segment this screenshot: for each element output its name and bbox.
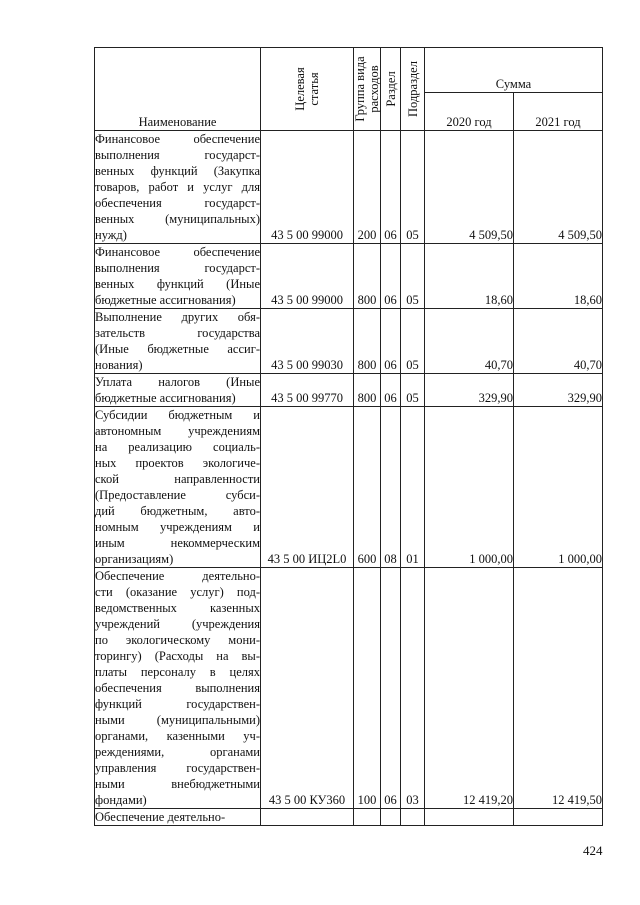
row-target-article: 43 5 00 99030 <box>261 309 354 374</box>
header-target-line1: Целевая <box>293 67 307 111</box>
row-name-line: товаров, работ и услуг для <box>95 180 260 194</box>
row-section: 06 <box>381 374 401 407</box>
row-name-line: ской направленности <box>95 472 260 486</box>
row-name-line: ных проектов экологиче- <box>95 456 260 470</box>
row-target-article: 43 5 00 КУ360 <box>261 568 354 809</box>
row-name-line: органами, казенными уч- <box>95 729 260 743</box>
header-year-2020: 2020 год <box>425 93 514 131</box>
row-name <box>95 244 261 309</box>
row-sum-2020: 12 419,20 <box>425 568 514 809</box>
row-name-line: учреждений (учреждения <box>95 617 260 631</box>
header-year-2021: 2021 год <box>514 93 603 131</box>
row-sum-2021: 4 509,50 <box>514 131 603 244</box>
row-name-line: Финансовое обеспечение <box>95 132 260 146</box>
row-name <box>95 309 261 374</box>
row-target-article: 43 5 00 99000 <box>261 244 354 309</box>
header-subsection <box>401 48 425 131</box>
row-name-line: бюджетные ассигнования) <box>95 391 236 405</box>
row-sum-2021: 329,90 <box>514 374 603 407</box>
table-row <box>95 131 603 244</box>
row-subsection: 05 <box>401 244 425 309</box>
header-target-line2: статья <box>307 72 321 106</box>
table-row <box>95 407 603 568</box>
row-name-line: Уплата налогов (Иные <box>95 375 260 389</box>
row-name-line: сти (оказание услуг) под- <box>95 585 260 599</box>
row-sum-2021: 18,60 <box>514 244 603 309</box>
row-sum-2020: 18,60 <box>425 244 514 309</box>
row-name-line: на реализацию социаль- <box>95 440 260 454</box>
row-name-line: дий бюджетным, авто- <box>95 504 260 518</box>
row-name-line: Финансовое обеспечение <box>95 245 260 259</box>
header-row <box>95 48 603 93</box>
row-name-line: Обеспечение деятельно- <box>95 810 226 824</box>
header-name: Наименование <box>95 48 261 131</box>
row-section <box>381 809 401 826</box>
table-row <box>95 568 603 809</box>
row-sum-2021: 12 419,50 <box>514 568 603 809</box>
row-target-article <box>261 809 354 826</box>
row-name-line: ведомственных казенных <box>95 601 260 615</box>
header-expense-group <box>354 48 381 131</box>
row-expense-group: 100 <box>354 568 381 809</box>
row-sum-2020: 1 000,00 <box>425 407 514 568</box>
row-name-line: фондами) <box>95 793 147 807</box>
row-name-line: Выполнение других обя- <box>95 310 260 324</box>
row-name-line: платы персоналу в целях <box>95 665 260 679</box>
row-sum-2020: 40,70 <box>425 309 514 374</box>
table-row <box>95 374 603 407</box>
row-name <box>95 568 261 809</box>
row-name-line: нужд) <box>95 228 127 242</box>
row-subsection: 05 <box>401 131 425 244</box>
row-expense-group: 800 <box>354 374 381 407</box>
header-group-line2: расходов <box>367 65 381 113</box>
header-group-line1: Группа вида <box>353 56 367 122</box>
row-expense-group: 600 <box>354 407 381 568</box>
row-name <box>95 374 261 407</box>
row-name-line: номным учреждениям и <box>95 520 260 534</box>
row-name-line: автономным учреждениям <box>95 424 260 438</box>
header-target-article <box>261 48 354 131</box>
row-sum-2021 <box>514 809 603 826</box>
row-expense-group: 800 <box>354 309 381 374</box>
row-name-line: ными (муниципальными) <box>95 713 260 727</box>
page-number: 424 <box>583 843 603 858</box>
row-sum-2021: 1 000,00 <box>514 407 603 568</box>
row-name-line: венных функций (Закупка <box>95 164 260 178</box>
row-name-line: венных (муниципальных) <box>95 212 260 226</box>
header-section <box>381 48 401 131</box>
row-name-line: (Иные бюджетные ассиг- <box>95 342 260 356</box>
row-name-line: реждениями, органами <box>95 745 260 759</box>
row-target-article: 43 5 00 99000 <box>261 131 354 244</box>
row-name <box>95 809 261 826</box>
row-subsection: 01 <box>401 407 425 568</box>
row-name-line: Субсидии бюджетным и <box>95 408 260 422</box>
table-row <box>95 809 603 826</box>
row-name-line: (Предоставление субси- <box>95 488 260 502</box>
row-name-line: по экологическому мони- <box>95 633 260 647</box>
row-subsection: 05 <box>401 374 425 407</box>
row-name-line: Обеспечение деятельно- <box>95 569 260 583</box>
table-row <box>95 244 603 309</box>
header-sum: Сумма <box>425 48 603 93</box>
row-name-line: обеспечения выполнения <box>95 681 260 695</box>
row-name-line: торингу) (Расходы на вы- <box>95 649 260 663</box>
row-name-line: выполнения государст- <box>95 148 260 162</box>
row-subsection: 03 <box>401 568 425 809</box>
row-expense-group: 800 <box>354 244 381 309</box>
row-section: 06 <box>381 131 401 244</box>
row-subsection: 05 <box>401 309 425 374</box>
row-name-line: зательств государства <box>95 326 260 340</box>
row-sum-2020: 329,90 <box>425 374 514 407</box>
budget-table <box>94 47 603 826</box>
row-name-line: иным некоммерческим <box>95 536 260 550</box>
row-section: 08 <box>381 407 401 568</box>
row-name-line: организациям) <box>95 552 174 566</box>
row-expense-group: 200 <box>354 131 381 244</box>
table-body <box>95 131 603 826</box>
row-name <box>95 131 261 244</box>
row-section: 06 <box>381 244 401 309</box>
row-section: 06 <box>381 309 401 374</box>
row-name-line: выполнения государст- <box>95 261 260 275</box>
row-subsection <box>401 809 425 826</box>
row-name-line: функций государствен- <box>95 697 260 711</box>
table-row <box>95 309 603 374</box>
row-expense-group <box>354 809 381 826</box>
row-name-line: нования) <box>95 358 143 372</box>
row-name <box>95 407 261 568</box>
row-section: 06 <box>381 568 401 809</box>
row-name-line: венных функций (Иные <box>95 277 260 291</box>
row-sum-2021: 40,70 <box>514 309 603 374</box>
row-name-line: ными внебюджетными <box>95 777 260 791</box>
header-section-label: Раздел <box>383 71 398 107</box>
row-sum-2020 <box>425 809 514 826</box>
row-name-line: обеспечения государст- <box>95 196 260 210</box>
row-sum-2020: 4 509,50 <box>425 131 514 244</box>
row-name-line: бюджетные ассигнования) <box>95 293 236 307</box>
row-target-article: 43 5 00 99770 <box>261 374 354 407</box>
row-name-line: управления государствен- <box>95 761 260 775</box>
row-target-article: 43 5 00 ИЦ2L0 <box>261 407 354 568</box>
header-subsection-label: Подраздел <box>405 61 420 117</box>
